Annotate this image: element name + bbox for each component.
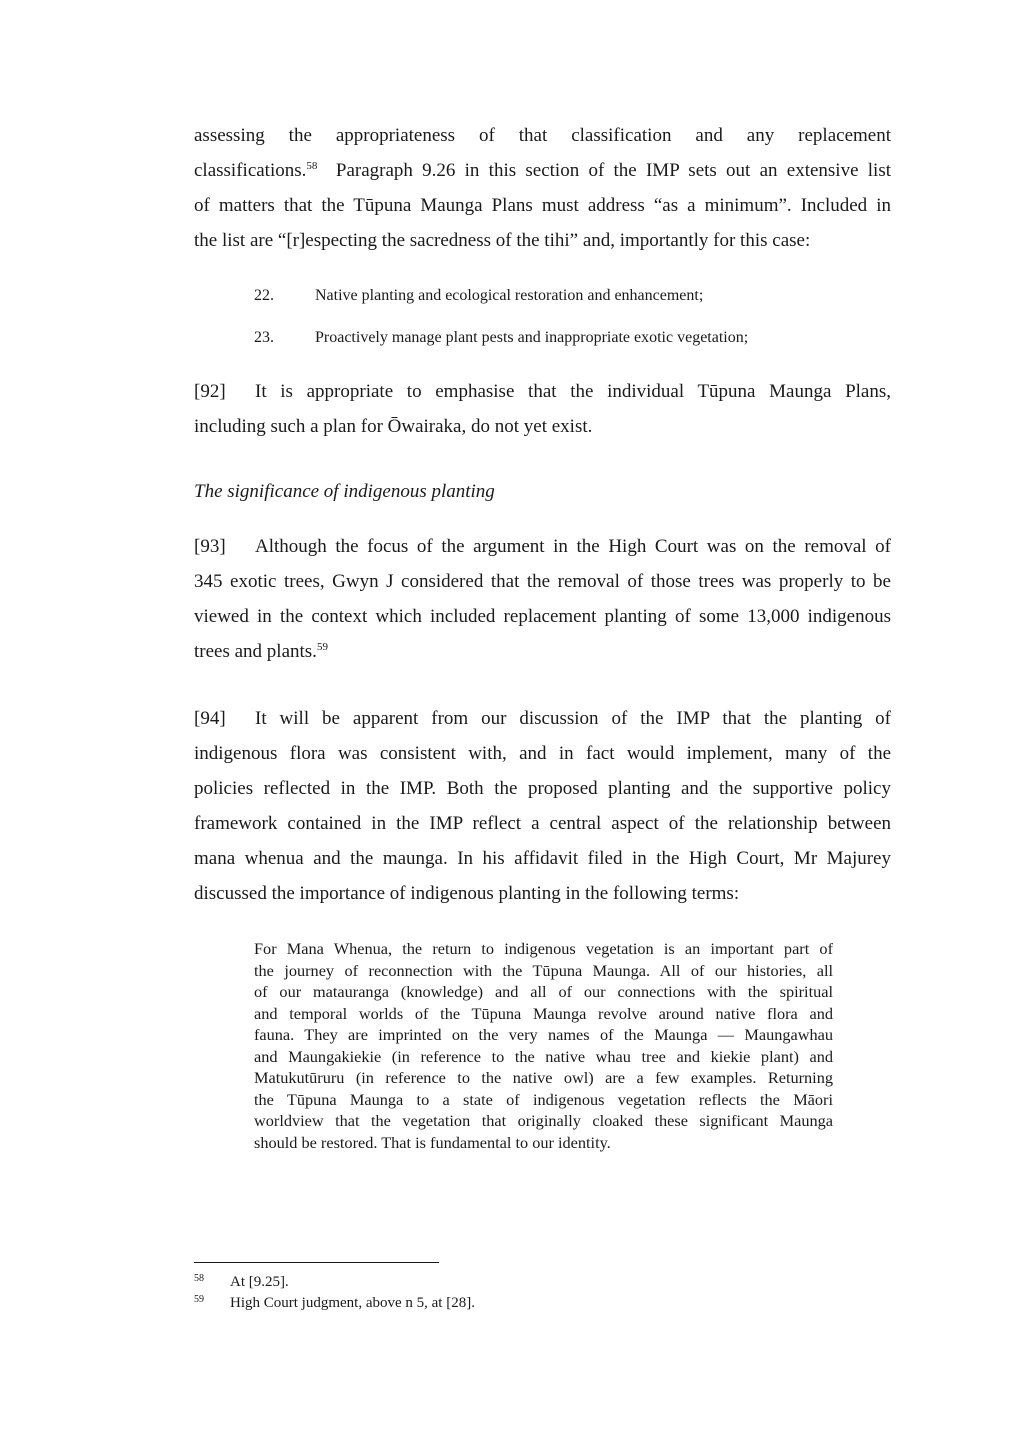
paragraph-94-line: [194, 742, 891, 766]
block-quote-line: [254, 1132, 833, 1154]
paragraph-number: [93]: [194, 536, 226, 557]
footnote-ref-59[interactable]: 59: [316, 641, 328, 653]
block-quote-line: [254, 938, 833, 960]
paragraph-94-line: [194, 707, 891, 731]
block-quote-line: [254, 1046, 833, 1068]
text-run: the Tūpuna Maunga to a state of indigenous vegetation reflects the Māori: [254, 1089, 833, 1109]
text-run: fauna. They are imprinted on the very names of the Maunga — Maungawhau: [254, 1025, 833, 1044]
text-run: assessing the appropriateness of that classification and any replacement: [194, 125, 891, 146]
paragraph-91-line: [194, 159, 891, 183]
text-run: policies reflected in the IMP. Both the proposed planting and the supportive policy: [194, 778, 891, 799]
footnote-text: At [9.25].: [230, 1274, 289, 1290]
block-quote-line: [254, 1024, 833, 1046]
paragraph-91-line: [194, 124, 891, 148]
paragraph-93-line: [194, 570, 891, 594]
text-run: and temporal worlds of the Tūpuna Maunga revolve around native flora and: [254, 1003, 833, 1023]
text-run: indigenous flora was consistent with, and in fact would implement, many of the: [194, 743, 891, 764]
block-quote-line: [254, 1003, 833, 1025]
text-run: the journey of reconnection with the Tūpuna Maunga. All of our histories, all: [254, 960, 833, 980]
footnote-number: 59: [194, 1294, 204, 1305]
text-run: classifications.: [194, 160, 307, 181]
text-run: Although the focus of the argument in the High Court was on the removal of: [255, 536, 891, 557]
footnote-58: [194, 1273, 694, 1291]
text-run: of our matauranga (knowledge) and all of our connections with the spiritual: [254, 982, 833, 1001]
paragraph-92-line: [194, 380, 891, 404]
paragraph-92-line: [194, 415, 891, 439]
footnote-ref-58[interactable]: 58: [306, 160, 318, 172]
block-quote-line: [254, 1067, 833, 1089]
paragraph-94-line: [194, 847, 891, 871]
list-item-text: Proactively manage plant pests and inappropriate exotic vegetation;: [315, 329, 749, 346]
footnote-number: 58: [194, 1273, 204, 1284]
block-quote-line: [254, 1110, 833, 1132]
text-run: viewed in the context which included replacement planting of some 13,000 indigenous: [194, 606, 891, 627]
text-run: the list are “[r]especting the sacredness of the tihi” and, importantly for this case:: [194, 230, 811, 251]
text-run: trees and plants.: [194, 641, 317, 662]
section-heading: The significance of indigenous planting: [194, 481, 495, 502]
block-quote-line: [254, 960, 833, 982]
paragraph-91-line: [194, 229, 891, 253]
list-item-number: 22.: [254, 287, 274, 304]
footnote-text: High Court judgment, above n 5, at [28].: [230, 1295, 475, 1311]
text-run: It is appropriate to emphasise that the individual Tūpuna Maunga Plans,: [255, 381, 891, 402]
paragraph-94-line: [194, 777, 891, 801]
text-run: 345 exotic trees, Gwyn J considered that the removal of those trees was properly to be: [194, 571, 891, 592]
text-run: For Mana Whenua, the return to indigenous vegetation is an important part of: [254, 939, 833, 958]
paragraph-91-line: [194, 194, 891, 218]
text-run: It will be apparent from our discussion of the IMP that the planting of: [255, 708, 891, 729]
text-run: framework contained in the IMP reflect a central aspect of the relationship between: [194, 813, 891, 834]
text-run: of matters that the Tūpuna Maunga Plans must address “as a minimum”. Included in: [194, 195, 891, 216]
text-run: Matukutūruru (in reference to the native owl) are a few examples. Returning: [254, 1068, 833, 1087]
paragraph-93-line: [194, 605, 891, 629]
footnote-divider: [194, 1262, 439, 1263]
text-run: Paragraph 9.26 in this section of the IMP sets out an extensive list: [317, 160, 891, 181]
paragraph-number: [94]: [194, 708, 226, 729]
paragraph-94-line: [194, 882, 891, 906]
list-item-number: 23.: [254, 329, 274, 346]
text-run: including such a plan for Ōwairaka, do not yet exist.: [194, 416, 593, 437]
block-quote-line: [254, 1089, 833, 1111]
text-run: and Maungakiekie (in reference to the native whau tree and kiekie plant) and: [254, 1046, 833, 1066]
text-run: discussed the importance of indigenous planting in the following terms:: [194, 883, 740, 904]
text-run: should be restored. That is fundamental to our identity.: [254, 1132, 611, 1152]
text-run: mana whenua and the maunga. In his affidavit filed in the High Court, Mr Majurey: [194, 848, 891, 869]
paragraph-93-line: [194, 535, 891, 559]
paragraph-93-line: [194, 640, 891, 664]
block-quote-line: [254, 981, 833, 1003]
footnote-59: [194, 1294, 694, 1312]
text-run: worldview that the vegetation that originally cloaked these significant Maunga: [254, 1111, 833, 1130]
list-item-text: Native planting and ecological restoration and enhancement;: [315, 287, 704, 304]
paragraph-number: [92]: [194, 381, 226, 402]
paragraph-94-line: [194, 812, 891, 836]
